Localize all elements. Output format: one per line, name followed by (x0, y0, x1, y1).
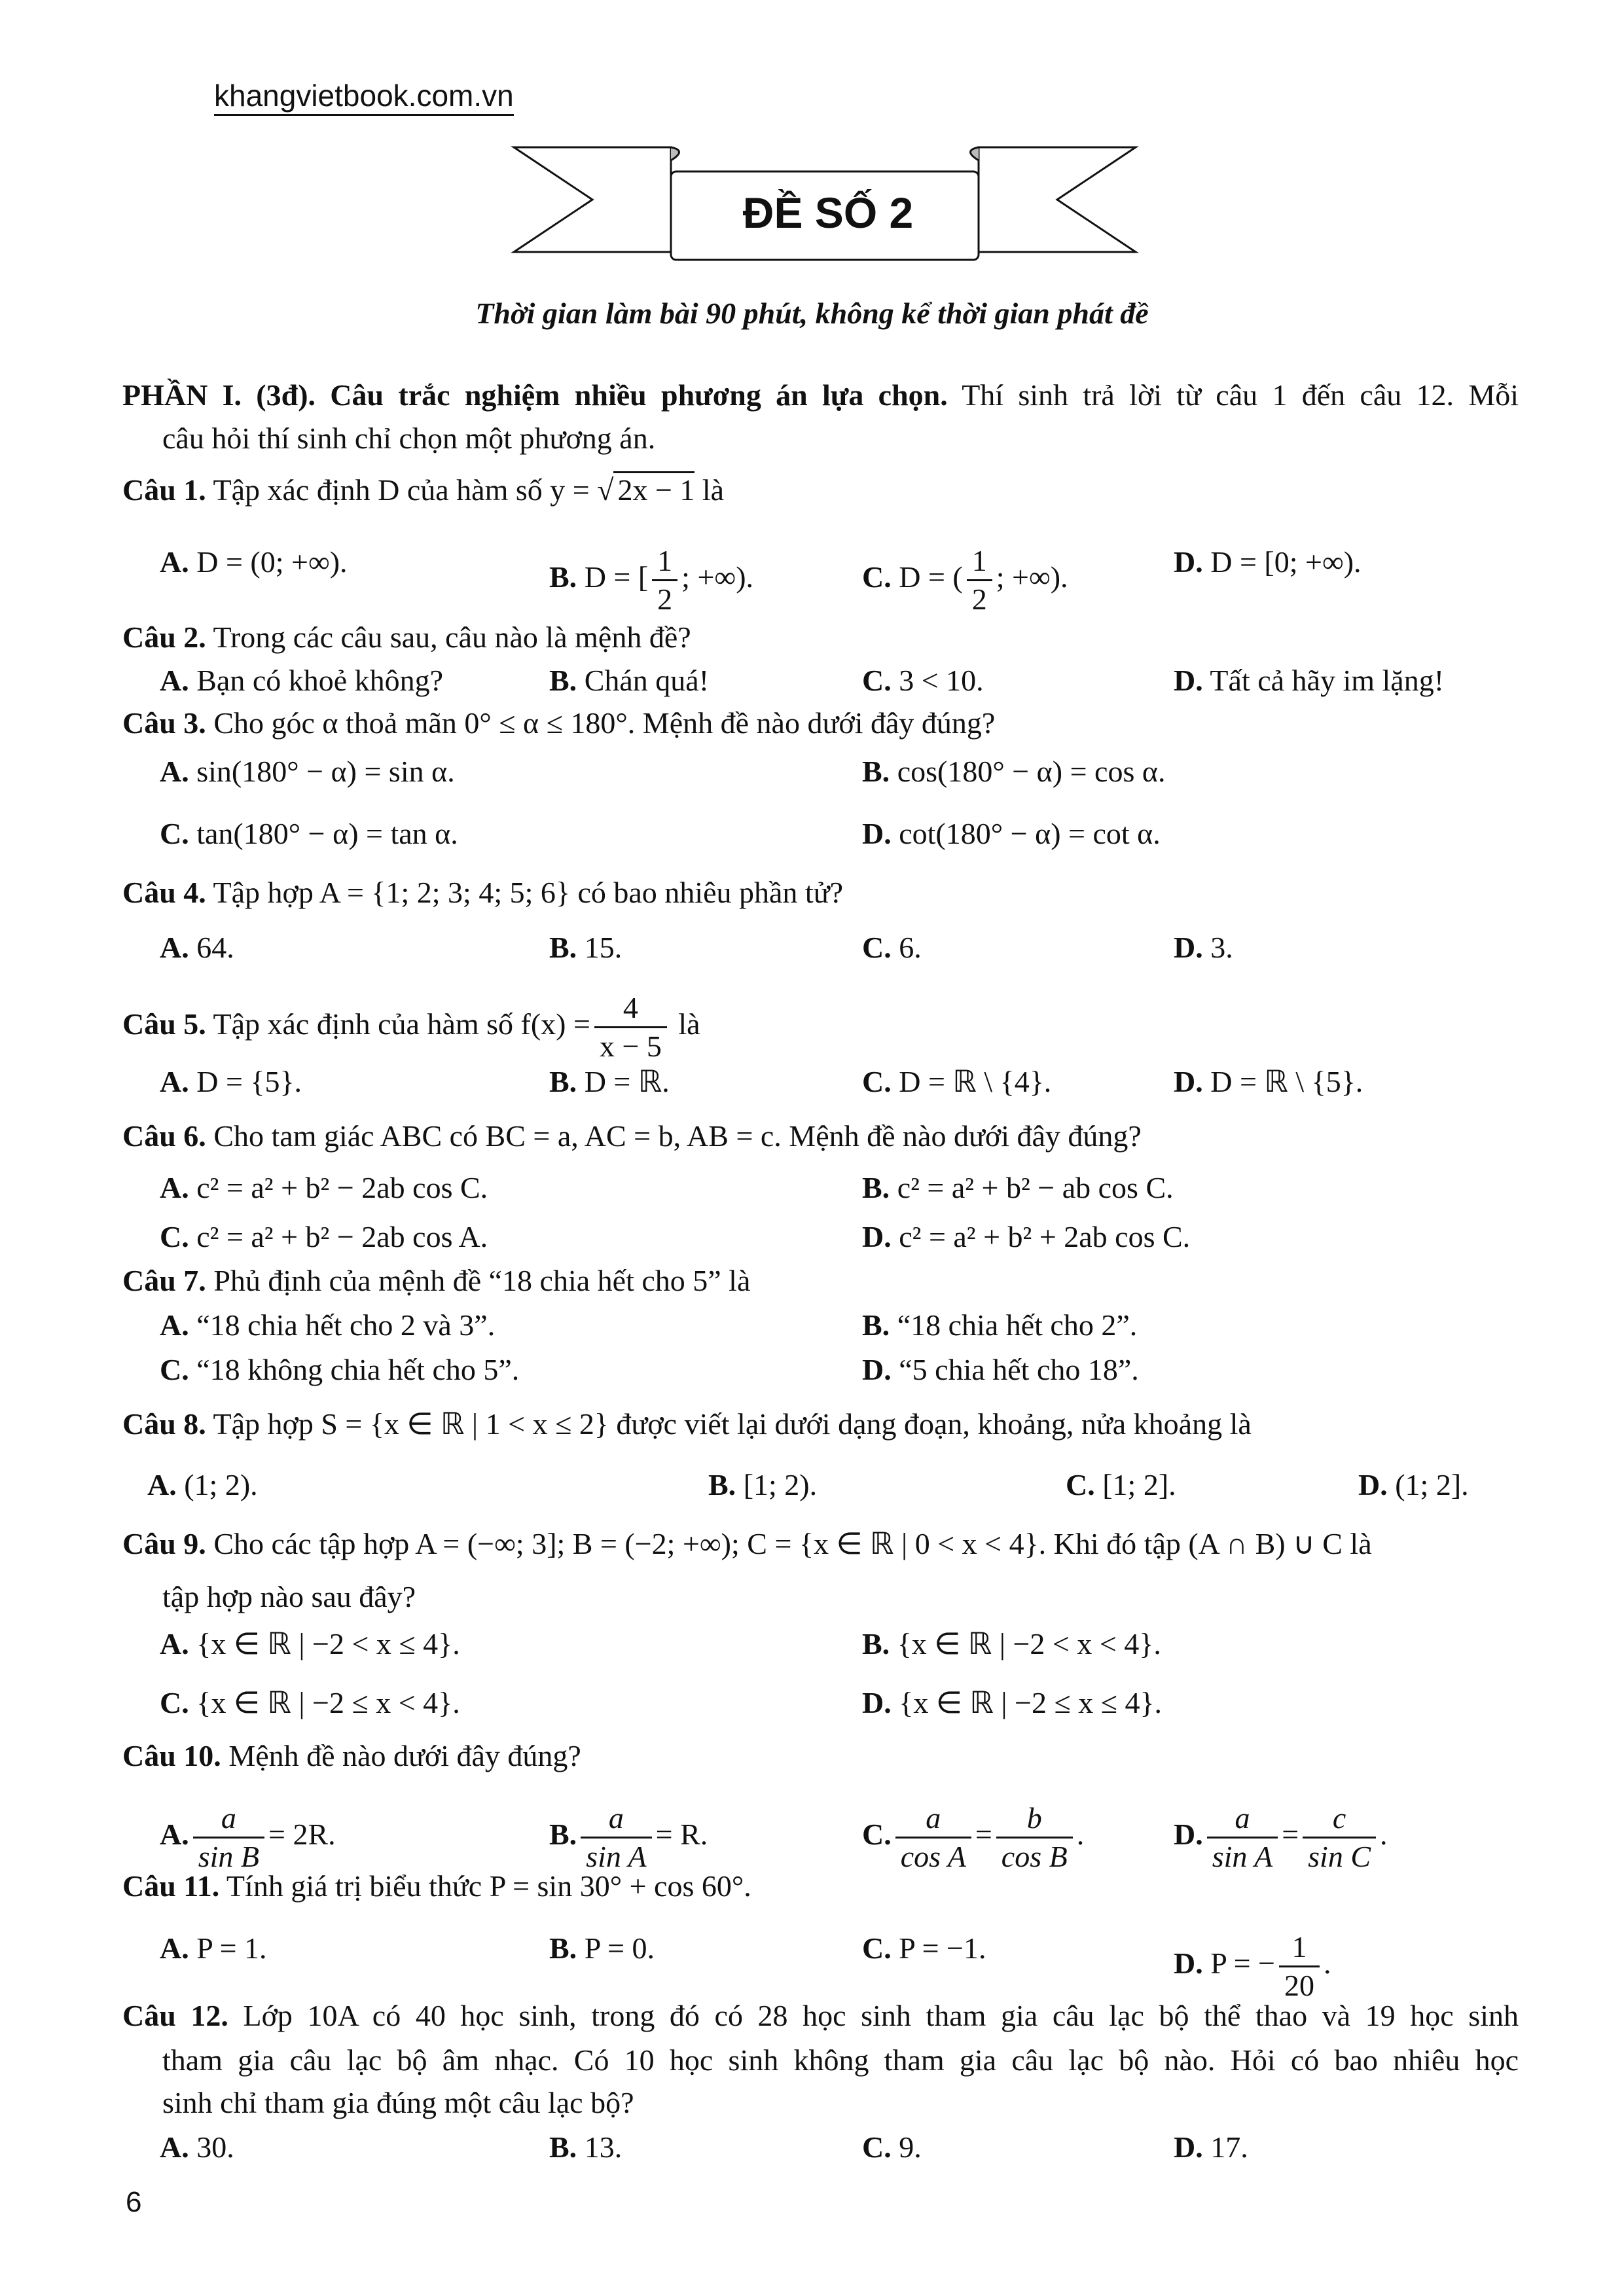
question-1 (122, 471, 724, 510)
question-label: Câu 7. (122, 1264, 206, 1297)
option-text: 64. (189, 931, 234, 964)
option-label: A. (160, 1931, 189, 1965)
option-label: B. (862, 755, 890, 788)
option-text: {x ∈ ℝ | −2 ≤ x ≤ 4}. (891, 1686, 1163, 1719)
fraction (1207, 1800, 1278, 1875)
option-label: A. (147, 1468, 177, 1501)
option-text: D = [ (577, 560, 649, 594)
option-label: D. (1174, 1818, 1203, 1852)
option-b[interactable] (549, 1062, 670, 1102)
question-text: Tập hợp S = {x ∈ ℝ | 1 < x ≤ 2} được viết lại dưới dạng đoạn, khoảng, nửa khoảng là (206, 1407, 1252, 1441)
page-number: 6 (126, 2186, 142, 2218)
part-heading (122, 376, 1519, 415)
numerator: 1 (967, 543, 992, 581)
option-label: C. (862, 1818, 892, 1852)
fraction (967, 543, 992, 618)
option-b[interactable] (549, 2128, 622, 2167)
question-11 (122, 1867, 751, 1906)
option-text: {x ∈ ℝ | −2 < x ≤ 4}. (189, 1627, 460, 1660)
option-text: D = ℝ \ {5}. (1202, 1065, 1363, 1098)
option-text: c² = a² + b² − 2ab cos A. (189, 1220, 488, 1253)
numerator: a (193, 1800, 264, 1839)
option-a[interactable] (160, 1929, 267, 1968)
denominator: 20 (1284, 1969, 1314, 2002)
option-c[interactable] (862, 928, 922, 967)
question-4 (122, 873, 843, 912)
question-label: Câu 3. (122, 706, 206, 740)
option-text: 9. (891, 2130, 922, 2164)
question-label: Câu 2. (122, 620, 206, 654)
question-text-end: là (695, 473, 725, 507)
option-a[interactable] (160, 1624, 460, 1664)
option-text: P = −1. (891, 1931, 986, 1965)
option-label: A. (160, 1818, 189, 1852)
option-d[interactable] (1358, 1465, 1469, 1505)
question-label: Câu 10. (122, 1739, 221, 1772)
option-label: B. (862, 1627, 890, 1660)
option-text: D = (0; +∞). (189, 545, 348, 579)
question-text: Tập hợp A = {1; 2; 3; 4; 5; 6} có bao nhiêu phần tử? (206, 876, 844, 909)
numerator: a (1207, 1800, 1278, 1839)
option-b[interactable] (708, 1465, 817, 1505)
option-text: P = 1. (189, 1931, 267, 1965)
option-d[interactable] (1174, 1800, 1388, 1875)
option-c[interactable] (160, 1217, 488, 1257)
question-text: Cho các tập hợp A = (−∞; 3]; B = (−2; +∞); C = {x ∈ ℝ | 0 < x < 4}. Khi đó tập (A ∩ B) ∪ C là (206, 1527, 1372, 1560)
exam-subtitle: Thời gian làm bài 90 phút, không kể thời gian phát đề (475, 296, 1149, 330)
option-label: D. (1358, 1468, 1388, 1501)
option-label: C. (1066, 1468, 1095, 1501)
option-text: “18 không chia hết cho 5”. (189, 1353, 520, 1386)
option-a[interactable] (160, 543, 348, 582)
denominator: sin C (1308, 1840, 1371, 1873)
option-label: B. (708, 1468, 736, 1501)
numerator: c (1303, 1800, 1376, 1839)
option-c[interactable] (1066, 1465, 1176, 1505)
option-text: [1; 2). (736, 1468, 818, 1501)
option-text-end: ; +∞). (681, 560, 754, 594)
question-6 (122, 1117, 1142, 1156)
question-2 (122, 618, 691, 657)
fraction (996, 1800, 1073, 1875)
option-c[interactable] (862, 1062, 1051, 1102)
question-8 (122, 1405, 1252, 1444)
option-label: D. (1174, 1946, 1203, 1981)
option-text: “5 chia hết cho 18”. (891, 1353, 1139, 1386)
option-label: D. (1174, 2130, 1203, 2164)
option-label: D. (1174, 931, 1203, 964)
option-b[interactable] (549, 928, 622, 967)
option-text: cos(180° − α) = cos α. (890, 755, 1166, 788)
option-b[interactable] (862, 1168, 1174, 1208)
option-text: 30. (189, 2130, 234, 2164)
option-text: Chán quá! (577, 664, 710, 697)
question-label: Câu 9. (122, 1527, 206, 1560)
option-a[interactable] (160, 928, 234, 967)
option-c[interactable] (862, 2128, 922, 2167)
denominator: cos B (1001, 1840, 1068, 1873)
option-b[interactable] (549, 661, 709, 700)
option-c[interactable] (160, 1350, 519, 1390)
option-label: B. (549, 664, 577, 697)
option-c[interactable] (862, 1929, 986, 1968)
option-d[interactable] (862, 1683, 1162, 1723)
question-5 (122, 990, 700, 1065)
question-12-line3: sinh chỉ tham gia đúng một câu lạc bộ? (162, 2086, 634, 2119)
denominator: sin B (198, 1840, 260, 1873)
option-text: cot(180° − α) = cot α. (891, 817, 1161, 850)
option-b[interactable] (862, 1624, 1161, 1664)
option-d[interactable] (1174, 2128, 1248, 2167)
option-text: P = − (1202, 1946, 1275, 1981)
option-label: A. (160, 545, 189, 579)
question-text: Cho góc α thoả mãn 0° ≤ α ≤ 180°. Mệnh đề nào dưới đây đúng? (206, 706, 996, 740)
option-text: c² = a² + b² − 2ab cos C. (189, 1171, 488, 1204)
option-text: D = ( (891, 560, 963, 594)
option-label: A. (160, 931, 189, 964)
question-label: Câu 11. (122, 1869, 220, 1903)
option-label: B. (549, 1065, 577, 1098)
question-label: Câu 8. (122, 1407, 206, 1441)
option-text: D = {5}. (189, 1065, 302, 1098)
option-text: c² = a² + b² + 2ab cos C. (891, 1220, 1191, 1253)
option-label: C. (160, 1353, 189, 1386)
option-label: C. (862, 560, 892, 594)
sqrt-expression: 2x − 1 (613, 471, 695, 507)
question-label: Câu 4. (122, 876, 206, 909)
site-url: khangvietbook.com.vn (214, 77, 514, 116)
option-text-end: . (1324, 1946, 1331, 1981)
question-12 (122, 1996, 1519, 2036)
option-label: C. (862, 1065, 892, 1098)
option-text: sin(180° − α) = sin α. (189, 755, 455, 788)
option-label: B. (549, 1931, 577, 1965)
question-text: Phủ định của mệnh đề “18 chia hết cho 5” là (206, 1264, 751, 1297)
question-text: Tập xác định D của hàm số y = √ (206, 473, 614, 507)
option-c[interactable] (862, 1800, 1084, 1875)
question-text: Mệnh đề nào dưới đây đúng? (221, 1739, 581, 1772)
option-c[interactable] (862, 661, 984, 700)
option-text: [1; 2]. (1094, 1468, 1176, 1501)
option-label: C. (862, 664, 892, 697)
denominator: 2 (657, 583, 673, 616)
option-label: D. (1174, 1065, 1203, 1098)
option-a[interactable] (160, 1168, 488, 1208)
question-text: Cho tam giác ABC có BC = a, AC = b, AB = c. Mệnh đề nào dưới đây đúng? (206, 1119, 1142, 1153)
option-b[interactable] (862, 1306, 1137, 1345)
option-label: C. (160, 817, 189, 850)
option-c[interactable] (862, 543, 1068, 618)
option-d[interactable] (1174, 543, 1362, 582)
option-label: D. (862, 817, 892, 850)
question-7 (122, 1261, 750, 1300)
option-label: B. (549, 2130, 577, 2164)
numerator: a (895, 1800, 971, 1839)
option-text: 15. (577, 931, 623, 964)
option-text: {x ∈ ℝ | −2 < x < 4}. (890, 1627, 1161, 1660)
option-a[interactable] (160, 1800, 336, 1875)
option-label: C. (862, 2130, 892, 2164)
denominator: sin A (1212, 1840, 1273, 1873)
option-text: Tất cả hãy im lặng! (1202, 664, 1445, 697)
option-a[interactable] (160, 1306, 495, 1345)
option-text: D = [0; +∞). (1202, 545, 1362, 579)
part-heading-bold: PHẦN I. (3đ). Câu trắc nghiệm nhiều phương án lựa chọn. (122, 378, 948, 412)
option-text-end: ; +∞). (996, 560, 1068, 594)
numerator: 1 (1279, 1929, 1320, 1967)
option-b[interactable] (862, 752, 1165, 791)
option-label: D. (862, 1220, 892, 1253)
option-d[interactable] (862, 1217, 1190, 1257)
equals-sign: = (1282, 1818, 1299, 1852)
option-label: C. (862, 931, 892, 964)
option-text: 3 < 10. (891, 664, 984, 697)
option-label: D. (1174, 545, 1203, 579)
option-text: 13. (577, 2130, 623, 2164)
option-text: 17. (1202, 2130, 1248, 2164)
option-text: c² = a² + b² − ab cos C. (890, 1171, 1174, 1204)
fraction (1279, 1929, 1320, 2004)
denominator: 2 (971, 583, 987, 616)
question-text: Tập xác định của hàm số f(x) = (206, 1007, 590, 1041)
option-d[interactable] (1174, 1062, 1363, 1102)
denominator: cos A (900, 1840, 966, 1873)
option-label: A. (160, 755, 189, 788)
fraction (193, 1800, 264, 1875)
option-label: B. (862, 1308, 890, 1342)
fraction (594, 990, 667, 1065)
question-label: Câu 12. (122, 1999, 228, 2032)
question-12-line2: tham gia câu lạc bộ âm nhạc. Có 10 học sinh không tham gia câu lạc bộ nào. Hỏi có bao nhiêu học (162, 2043, 1519, 2077)
option-text: (1; 2). (176, 1468, 258, 1501)
option-label: C. (160, 1220, 189, 1253)
option-text: 3. (1202, 931, 1233, 964)
exam-title: ĐỀ SỐ 2 (742, 188, 914, 237)
option-b[interactable] (549, 543, 753, 618)
option-label: D. (862, 1686, 892, 1719)
option-a[interactable] (160, 1062, 302, 1102)
part-heading-line2: câu hỏi thí sinh chỉ chọn một phương án. (162, 422, 656, 455)
option-text: “18 chia hết cho 2”. (890, 1308, 1138, 1342)
fraction (581, 1800, 651, 1875)
option-text-end: . (1380, 1818, 1388, 1852)
question-text: Lớp 10A có 40 học sinh, trong đó có 28 học sinh tham gia câu lạc bộ thể thao và 19 học sinh (228, 1999, 1519, 2032)
question-text: Trong các câu sau, câu nào là mệnh đề? (206, 620, 691, 654)
option-d[interactable] (862, 1350, 1139, 1390)
option-label: A. (160, 664, 189, 697)
option-text: (1; 2]. (1387, 1468, 1469, 1501)
question-label: Câu 6. (122, 1119, 206, 1153)
option-a[interactable] (147, 1465, 258, 1505)
question-9 (122, 1524, 1372, 1564)
option-text-end: = 2R. (268, 1818, 336, 1852)
option-b[interactable] (549, 1929, 655, 1968)
option-text-end: = R. (655, 1818, 708, 1852)
numerator: a (581, 1800, 651, 1839)
option-c[interactable] (160, 814, 458, 853)
question-3 (122, 704, 995, 743)
option-text: D = ℝ. (577, 1065, 670, 1098)
fraction (652, 543, 677, 618)
option-d[interactable] (1174, 1929, 1331, 2004)
part-heading-rest: Thí sinh trả lời từ câu 1 đến câu 12. Mỗi (947, 378, 1519, 412)
option-label: C. (862, 1931, 892, 1965)
question-text: Tính giá trị biểu thức P = sin 30° + cos 60°. (219, 1869, 751, 1903)
option-label: A. (160, 1627, 189, 1660)
option-text: {x ∈ ℝ | −2 ≤ x < 4}. (189, 1686, 460, 1719)
fraction (895, 1800, 971, 1875)
option-text: Bạn có khoẻ không? (189, 664, 444, 697)
denominator: sin A (586, 1840, 647, 1873)
numerator: b (996, 1800, 1073, 1839)
question-9-line2: tập hợp nào sau đây? (162, 1580, 416, 1613)
option-d[interactable] (1174, 928, 1233, 967)
denominator: x − 5 (599, 1030, 662, 1063)
option-label: A. (160, 1308, 189, 1342)
option-d[interactable] (862, 814, 1161, 853)
option-a[interactable] (160, 2128, 234, 2167)
option-label: C. (160, 1686, 189, 1719)
numerator: 1 (652, 543, 677, 581)
option-label: A. (160, 1065, 189, 1098)
option-label: B. (549, 560, 577, 594)
option-d[interactable] (1174, 661, 1444, 700)
option-text: D = ℝ \ {4}. (891, 1065, 1052, 1098)
question-label: Câu 5. (122, 1007, 206, 1041)
option-a[interactable] (160, 661, 443, 700)
option-label: B. (549, 1818, 577, 1852)
question-10 (122, 1736, 581, 1776)
option-label: A. (160, 2130, 189, 2164)
option-label: D. (1174, 664, 1203, 697)
option-text: 6. (891, 931, 922, 964)
option-text: tan(180° − α) = tan α. (189, 817, 458, 850)
option-label: B. (862, 1171, 890, 1204)
option-label: B. (549, 931, 577, 964)
fraction (1303, 1800, 1376, 1875)
option-label: D. (862, 1353, 892, 1386)
option-text: P = 0. (577, 1931, 655, 1965)
option-c[interactable] (160, 1683, 460, 1723)
option-text-end: . (1076, 1818, 1085, 1852)
question-label: Câu 1. (122, 473, 206, 507)
numerator: 4 (594, 990, 667, 1028)
option-text: “18 chia hết cho 2 và 3”. (189, 1308, 496, 1342)
option-b[interactable] (549, 1800, 708, 1875)
option-label: A. (160, 1171, 189, 1204)
equals-sign: = (975, 1818, 992, 1852)
question-text-end: là (670, 1007, 700, 1041)
option-a[interactable] (160, 752, 455, 791)
